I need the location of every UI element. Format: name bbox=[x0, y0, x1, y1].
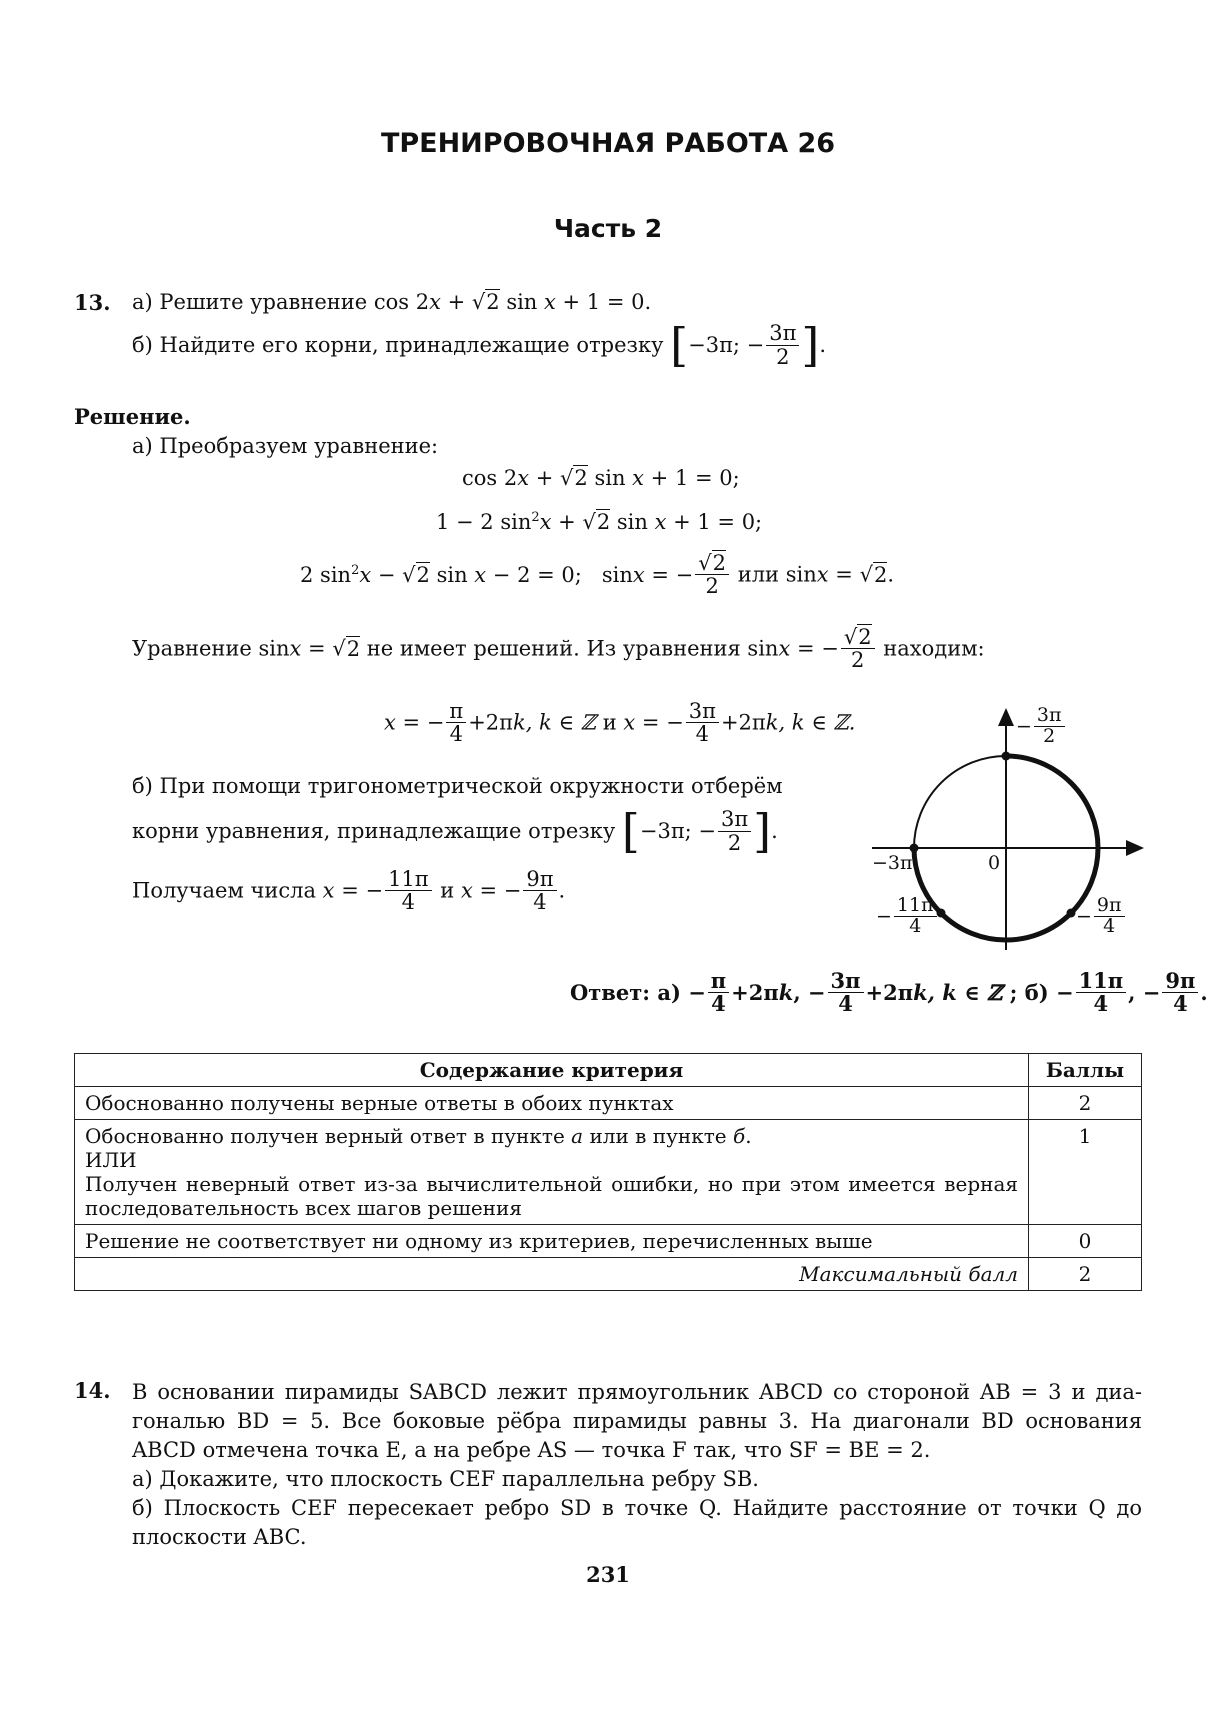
solution-b-line1: б) При помощи тригонометрической окружности отберём bbox=[132, 774, 783, 798]
label-top: − $\frac{3\pi}{2}$ bbox=[1016, 706, 1067, 747]
point-minus-9pi-over-4 bbox=[1067, 909, 1076, 918]
label-lower-left: − $\frac{11\pi}{4}$ bbox=[876, 896, 939, 937]
max-score-label: Максимальный балл bbox=[75, 1258, 1029, 1291]
table-row bbox=[75, 1087, 1142, 1120]
solution-result-line: Получаем числа x = − $\frac{11\pi}{4}$ и x = − $\frac{9\pi}{4}$ . bbox=[132, 867, 566, 915]
col-score-header: Баллы bbox=[1029, 1054, 1142, 1087]
criteria-text: Обоснованно получены верные ответы в обоих пунктах bbox=[75, 1087, 1029, 1120]
task-14-number: 14. bbox=[74, 1378, 111, 1403]
criteria-text: Решение не соответствует ни одному из критериев, перечисленных выше bbox=[75, 1225, 1029, 1258]
label-origin: 0 bbox=[988, 852, 1001, 874]
part-title: Часть 2 bbox=[553, 214, 663, 243]
table-header bbox=[75, 1054, 1142, 1087]
col-content-header: Содержание критерия bbox=[75, 1054, 1029, 1087]
criteria-score: 0 bbox=[1029, 1225, 1142, 1258]
criteria-score: 2 bbox=[1029, 1087, 1142, 1120]
task-13-b: б) Найдите его корни, принадлежащие отрезку [−3π; − $\frac{3\pi}{2}$ ]. bbox=[132, 318, 827, 372]
solution-heading: Решение. bbox=[74, 404, 191, 429]
criteria-table bbox=[74, 1053, 1142, 1291]
criteria-score: 1 bbox=[1029, 1120, 1142, 1225]
roots-line: x = − $\frac{\pi}{4}$ +2πk, k ∈ ℤ и x = − $\frac{3\pi}{4}$ +2πk, k ∈ ℤ. bbox=[384, 699, 856, 747]
solution-a-intro: а) Преобразуем уравнение: bbox=[132, 434, 439, 458]
table-row bbox=[75, 1120, 1142, 1225]
equation-3: 2 $\sin^2x - √2$ sin x − 2 = 0; sinx = − $\frac{√2}{2}$ или sinx = √2. bbox=[300, 551, 895, 599]
task-14-text: В основании пирамиды SABCD лежит прямоугольник ABCD со стороной AB = 3 и диа- гональю BD = 5. Все боковые рёбра пирамиды равны 3. На диагонали BD основания ABCD отмечена точка E, а на ребре AS — точка F так, что SF = BE = 2. а) Докажите, что плоскость CEF параллельна ребру SB. б) Плоскость CEF пересекает ребро SD в точке Q. Найдите расстояние от точки Q до плоскости ABC. bbox=[132, 1380, 1142, 1549]
no-solution-line: Уравнение sinx = √2 не имеет решений. Из уравнения sinx = − $\frac{√2}{2}$ находим: bbox=[132, 625, 985, 673]
answer-line: Ответ: а) − $\frac{\pi}{4}$ +2πk, − $\frac{3\pi}{4}$ +2πk, k ∈ ℤ ; б) − $\frac{11\pi}{4}$ , − $\frac{9\pi}{4}$ . bbox=[570, 968, 1208, 1017]
solution-b-line2: корни уравнения, принадлежащие отрезку [−3π; − $\frac{3\pi}{2}$ ]. bbox=[132, 804, 778, 858]
equation-1: cos 2x + √2 sin x + 1 = 0; bbox=[462, 466, 740, 490]
page-title: ТРЕНИРОВОЧНАЯ РАБОТА 26 bbox=[380, 128, 836, 159]
task-13-number: 13. bbox=[74, 290, 111, 315]
equation-2: 1 − 2 $\sin^2x + √2$ sin x + 1 = 0; bbox=[436, 510, 763, 534]
page-number: 231 bbox=[586, 1562, 630, 1587]
task-13-a: а) Решите уравнение cos 2x + √2 sin x + 1 = 0. bbox=[132, 290, 652, 314]
table-row-max bbox=[75, 1258, 1142, 1291]
label-lower-right: − $\frac{9\pi}{4}$ bbox=[1076, 896, 1127, 937]
point-minus-3pi-over-2 bbox=[1002, 752, 1011, 761]
max-score-value: 2 bbox=[1029, 1258, 1142, 1291]
criteria-text: Обоснованно получен верный ответ в пункте а или в пункте б. ИЛИ Получен неверный ответ из-за вычислительной ошибки, но при этом имеется верная последовательность всех шагов решения bbox=[75, 1120, 1029, 1225]
table-row bbox=[75, 1225, 1142, 1258]
label-left: −3π bbox=[872, 852, 913, 874]
